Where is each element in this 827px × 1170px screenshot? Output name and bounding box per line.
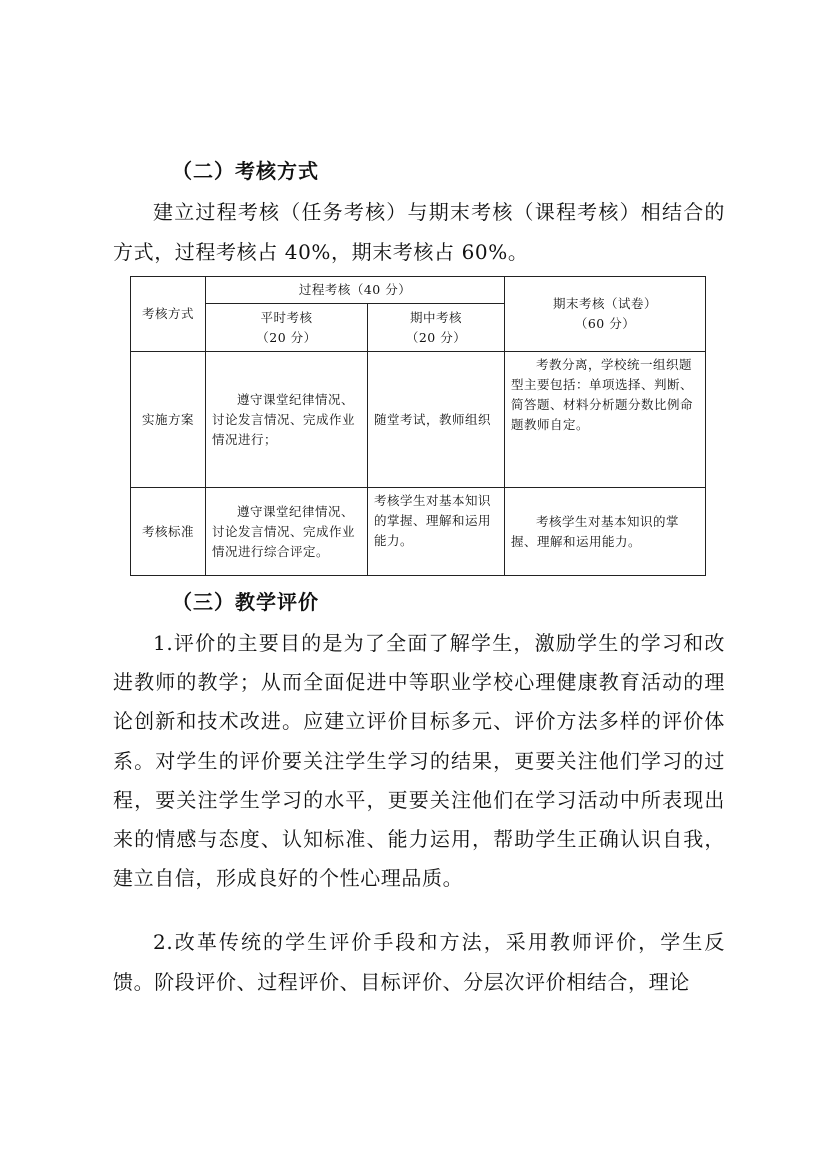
evaluation-paragraph-2: 2.改革传统的学生评价手段和方法，采用教师评价，学生反馈。阶段评价、过程评价、目标评价、分层次评价相结合，理论 — [113, 930, 725, 994]
section-heading-teaching-evaluation: （三）教学评价 — [172, 590, 319, 614]
cell-std-midterm: 考核学生对基本知识的掌握、理解和运用能力。 — [368, 488, 505, 576]
header-cell-final: 期末考核（试卷） （60 分） — [505, 277, 706, 352]
table-row — [131, 352, 706, 488]
cell-std-daily: 遵守课堂纪律情况、讨论发言情况、完成作业情况进行综合评定。 — [206, 488, 368, 576]
header-cell-daily: 平时考核 （20 分） — [206, 304, 368, 352]
cell-impl-final: 考教分离，学校统一组织题型主要包括：单项选择、判断、简答题、材料分析题分数比例命题教师自定。 — [505, 352, 706, 488]
row-label-implementation: 实施方案 — [131, 352, 206, 488]
assessment-table — [130, 276, 706, 576]
cell-impl-daily: 遵守课堂纪律情况、讨论发言情况、完成作业情况进行； — [206, 352, 368, 488]
row-label-standard: 考核标准 — [131, 488, 206, 576]
header-cell-method: 考核方式 — [131, 277, 206, 352]
cell-impl-midterm: 随堂考试，教师组织 — [368, 352, 505, 488]
table-row — [131, 277, 706, 304]
evaluation-paragraph-1: 1.评价的主要目的是为了全面了解学生，激励学生的学习和改进教师的教学；从而全面促进中等职业学校心理健康教育活动的理论创新和技术改进。应建立评价目标多元、评价方法多样的评价体系。对学生的评价要关注学生学习的结果，更要关注他们学习的过程，要关注学生学习的水平，更要关注他们在学习活动中所表现出来的情感与态度、认知标准、能力运用，帮助学生正确认识自我，建立自信，形成良好的个性心理品质。 — [113, 631, 725, 891]
section-heading-assessment-method: （二）考核方式 — [172, 159, 319, 183]
header-cell-midterm: 期中考核 （20 分） — [368, 304, 505, 352]
assessment-intro-paragraph: 建立过程考核（任务考核）与期末考核（课程考核）相结合的方式，过程考核占 40%，期末考核占 60%。 — [113, 200, 725, 264]
cell-std-final: 考核学生对基本知识的掌握、理解和运用能力。 — [505, 488, 706, 576]
header-cell-process: 过程考核（40 分） — [206, 277, 505, 304]
table-row — [131, 488, 706, 576]
